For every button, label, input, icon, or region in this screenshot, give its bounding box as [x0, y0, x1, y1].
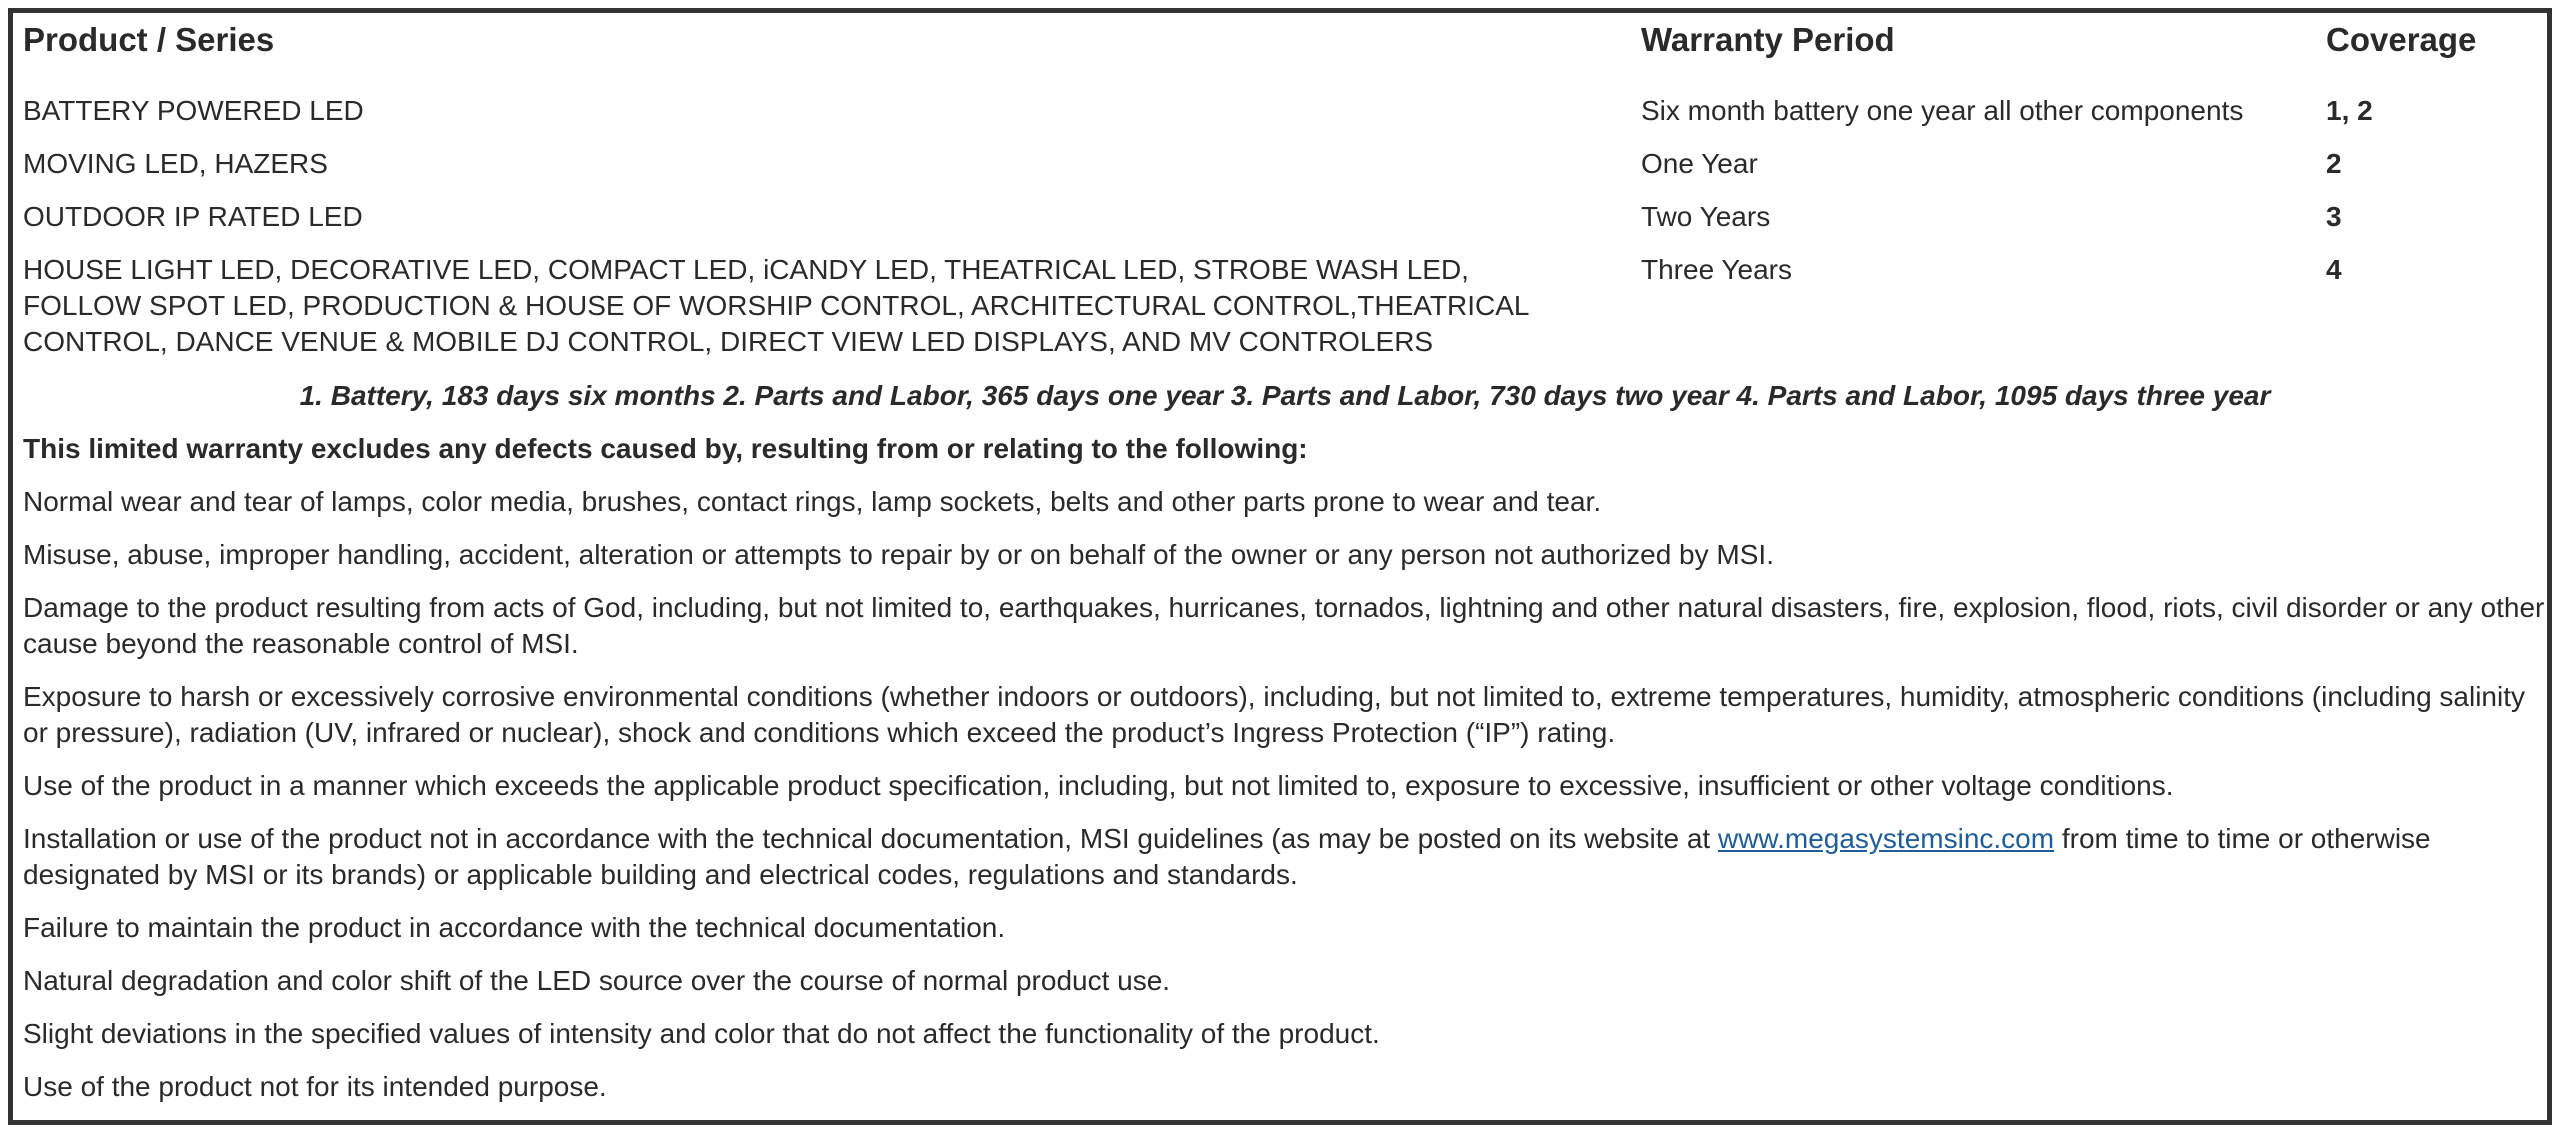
exclusion-item: Natural degradation and color shift of the LED source over the course of normal product use.: [23, 965, 1171, 996]
installation-text-after: from time to time or otherwise designated by MSI or its brands) or applicable building and electrical codes, regulations and standards.: [23, 823, 2431, 890]
exclusion-item: Normal wear and tear of lamps, color media, brushes, contact rings, lamp sockets, belts and other parts prone to wear and tear.: [23, 486, 1602, 517]
row-product-line: HOUSE LIGHT LED, DECORATIVE LED, COMPACT LED, iCANDY LED, THEATRICAL LED, STROBE WASH LED,: [23, 254, 1469, 285]
row-coverage: 1, 2: [2326, 95, 2373, 126]
row-coverage: 4: [2326, 254, 2342, 285]
exclusion-item: Use of the product in a manner which exceeds the applicable product specification, including, but not limited to, exposure to excessive, insufficient or other voltage conditions.: [23, 770, 2174, 801]
header-warranty-period: Warranty Period: [1641, 21, 1895, 58]
warranty-table-frame: [8, 8, 2552, 1125]
row-product: MOVING LED, HAZERS: [23, 148, 328, 179]
header-product-series: Product / Series: [23, 21, 275, 58]
row-period: Six month battery one year all other components: [1641, 95, 2244, 126]
exclusions-heading: This limited warranty excludes any defects caused by, resulting from or relating to the following:: [23, 433, 1308, 464]
coverage-footnote: 1. Battery, 183 days six months 2. Parts and Labor, 365 days one year 3. Parts and Labor, 730 days two year 4. Parts and Labor, 1095 days three year: [299, 380, 2271, 411]
header-coverage: Coverage: [2326, 21, 2477, 58]
exclusion-item: Use of the product not for its intended purpose.: [23, 1071, 607, 1102]
exclusion-item: Failure to maintain the product in accordance with the technical documentation.: [23, 912, 1006, 943]
row-coverage: 3: [2326, 201, 2342, 232]
exclusion-item: Slight deviations in the specified values of intensity and color that do not affect the functionality of the product.: [23, 1018, 1380, 1049]
exclusion-item: Misuse, abuse, improper handling, accident, alteration or attempts to repair by or on behalf of the owner or any person not authorized by MSI.: [23, 539, 1774, 570]
row-period: Two Years: [1641, 201, 1771, 232]
website-link[interactable]: www.megasystemsinc.com: [1717, 823, 2055, 854]
exclusion-item: Exposure to harsh or excessively corrosive environmental conditions (whether indoors or outdoors), including, but not limited to, extreme temperatures, humidity, atmospheric conditions (including salinity or pressure), radiation (UV, infrared or nuclear), shock and conditions which exceed the product’s Ingress Protection (“IP”) rating.: [23, 681, 2526, 748]
row-product-line: FOLLOW SPOT LED, PRODUCTION & HOUSE OF WORSHIP CONTROL, ARCHITECTURAL CONTROL,THEATRICAL: [23, 290, 1530, 321]
row-coverage: 2: [2326, 148, 2342, 179]
row-product-line: CONTROL, DANCE VENUE & MOBILE DJ CONTROL, DIRECT VIEW LED DISPLAYS, AND MV CONTROLERS: [23, 326, 1434, 357]
row-period: Three Years: [1641, 254, 1792, 285]
installation-text-before: Installation or use of the product not in accordance with the technical documentation, MSI guidelines (as may be posted on its website at: [23, 823, 1718, 854]
exclusion-item: Damage to the product resulting from acts of God, including, but not limited to, earthquakes, hurricanes, tornados, lightning and other natural disasters, fire, explosion, flood, riots, civil disorder or any other cause beyond the reasonable control of MSI.: [23, 592, 2545, 659]
row-product: OUTDOOR IP RATED LED: [23, 201, 363, 232]
exclusion-item-installation: [23, 821, 2548, 893]
row-product: BATTERY POWERED LED: [23, 95, 364, 126]
row-period: One Year: [1641, 148, 1758, 179]
